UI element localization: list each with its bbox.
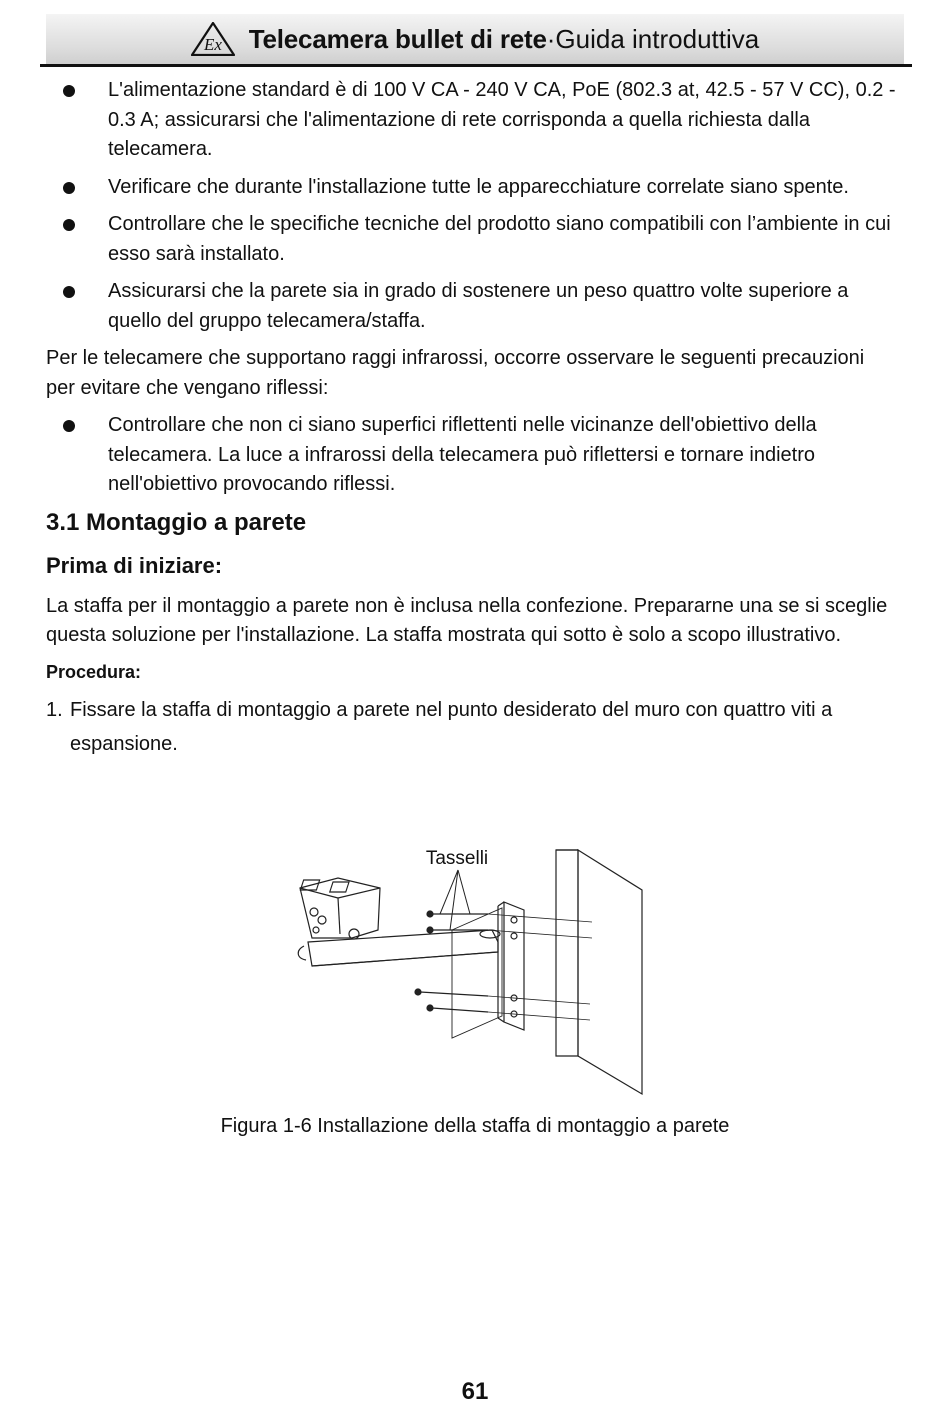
- bullet-text: Controllare che le specifiche tecniche del prodotto siano compatibili con l’ambiente in cui esso sarà installato.: [108, 213, 891, 265]
- expansion-screw: [415, 989, 590, 1004]
- bullet-text: Verificare che durante l'installazione tutte le apparecchiature correlate siano spente.: [108, 175, 849, 198]
- page-number: 61: [461, 1378, 489, 1405]
- bullet-item: [46, 76, 896, 165]
- bullet-text: Controllare che non ci siano superfici riflettenti nelle vicinanze dell'obiettivo della telecamera. La luce a infrarossi della telecamera può riflettersi e tornare indietro nell'obiettivo provocando riflessi.: [108, 414, 817, 495]
- plate-hole: [511, 917, 517, 923]
- document-title: Telecamera bullet di rete: [248, 23, 547, 54]
- bullet-icon: [63, 420, 75, 432]
- page-content: [46, 76, 896, 761]
- wall-mount-illustration: [292, 842, 644, 1096]
- bullet-item: [46, 173, 896, 203]
- expansion-screw: [427, 1005, 590, 1020]
- figure-label-tasselli: Tasselli: [425, 848, 489, 869]
- bullet-item: [46, 277, 896, 336]
- procedure-step: [46, 693, 896, 761]
- subsection-heading: Prima di iniziare:: [46, 552, 223, 578]
- bullet-icon: [63, 219, 75, 231]
- step-text: Fissare la staffa di montaggio a parete nel punto desiderato del muro con quattro viti a espansione.: [70, 698, 833, 755]
- infrared-intro: Per le telecamere che supportano raggi infrarossi, occorre osservare le seguenti precauzioni per evitare che vengano riflessi:: [46, 347, 865, 399]
- bullet-icon: [63, 286, 75, 298]
- bullet-text: L'alimentazione standard è di 100 V CA - 240 V CA, PoE (802.3 at, 42.5 - 57 V CC), 0.2 - 0.3 A; assicurarsi che l'alimentazione di rete corrisponda a quella richiesta dalla telecamera.: [108, 79, 896, 160]
- bullet-text: Assicurarsi che la parete sia in grado di sostenere un peso quattro volte superiore a quello del gruppo telecamera/staffa.: [108, 280, 849, 332]
- intro-paragraph: La staffa per il montaggio a parete non è inclusa nella confezione. Prepararne una se si sceglie questa soluzione per l'installazione. La staffa mostrata qui sotto è solo a scopo illustrativo.: [46, 594, 888, 646]
- step-number: 1.: [46, 698, 63, 721]
- bullet-item: [46, 411, 896, 500]
- wall-side: [578, 850, 642, 1094]
- section-heading: 3.1 Montaggio a parete: [46, 508, 307, 536]
- bracket-hole: [480, 930, 500, 938]
- bullet-item: [46, 210, 896, 269]
- svg-text:Ex: Ex: [203, 35, 222, 54]
- ex-atex-icon: [191, 22, 235, 56]
- procedure-label: Procedura:: [46, 661, 142, 682]
- figure-caption: Figura 1-6 Installazione della staffa di montaggio a parete: [220, 1115, 730, 1137]
- wall-front: [556, 850, 578, 1056]
- title-separator: ·: [546, 23, 556, 54]
- bullet-icon: [63, 85, 75, 97]
- document-subtitle: Guida introduttiva: [555, 23, 760, 54]
- header-rule: [40, 64, 912, 67]
- bracket-arm: [308, 930, 498, 966]
- bullet-icon: [63, 182, 75, 194]
- page-header: [46, 14, 904, 64]
- mount-plane: [452, 908, 502, 1038]
